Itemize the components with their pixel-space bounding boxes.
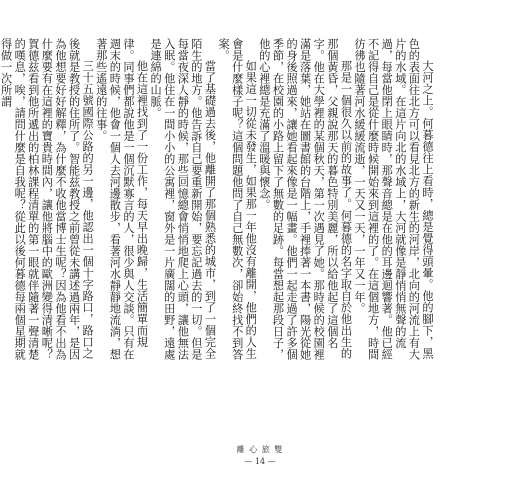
paragraph: 當了基礎過去後，他離開了那個熟悉的城市，到了一個完全陌生的地方。他告訴自己要重新開始，要忘記過去的一切。但是每當夜深人靜的時候，那些回憶總會悄悄地爬上心頭，讓他無法入眠。他住在一間小小的公寓裡，窗外是一片廣闊的田野，遠處是連綿的山脈。 bbox=[149, 38, 217, 360]
page-number: — 14 — bbox=[244, 457, 276, 466]
paragraph: 那是一個很久以前的故事了。何暮德的名字取自於他出生的那個黃昏，父親說那天的暮色特別美麗，所以給他起了這個名字。他在大學裡的某個秋天，第一次遇見了她。那時候的校園裡滿是落葉，她站在圖書館的台階上，手裡捧著一本書，陽光從她的身後照過來，讓她看起來像是一幅畫。他們一起走過了許多個季節，在校園的小路上留下了無數的足跡。每當想起那段日子，他的心裡總是充滿了溫暖與懷念。 bbox=[257, 38, 353, 360]
paragraph: 三十五號國際公路的另一邊，他認出一個十字路口，路口之後就是教授的住所了。智能兹教授之前曾從未講述過兩年，是因為他想要好好解釋，為什麼不收他當博士生呢？因為他看不出為什麼要有在這裡的寶貴時間內，讓他將腦中的歐洲變得清晰呢？賀德兹看到他所遞出的柏林課程清單的第一眼就伴隨著一聲清楚的嘆息，唉，請問什麼是自我呢？從此以後何暮德每兩個星期就得做一次所謂 bbox=[0, 38, 95, 360]
paragraph: 如果這一切從未發生，如果那一年他沒有離開，他們的人生會是什麼樣子呢？這個問題他問了自己無數次，卻始終找不到答案。 bbox=[217, 38, 258, 360]
paragraph: 大河之上。何暮德往上看時，總是覺得頭暈。他的腳下，黑色的表面往北方可以看見北方的新生的河岸，北向的河流上有大片的水域。在這片向北的水域上，大河就像是靜悄悄無聲的流過，每當他閉上眼睛時，那聲音總是在他的耳邊迴響著。他已經不記得自己是從什麼時候開始來到這裡的了。在這個地方，時間彷彿也隨著河水緩緩流逝，一天又一天，一年又一年。 bbox=[353, 38, 434, 360]
vertical-text-body bbox=[0, 38, 434, 366]
paragraph: 他在這裡找到了一份工作，每天早出晚歸，生活簡單而規律。同事們都說他是一個沉默寡言的人，很少與人交談。只有在週末的時候，他會一個人去河邊散步，看著河水靜靜地流淌，想著那些遙遠的往事。 bbox=[94, 38, 149, 360]
book-title: 離 心 旅 雙 bbox=[236, 445, 284, 454]
